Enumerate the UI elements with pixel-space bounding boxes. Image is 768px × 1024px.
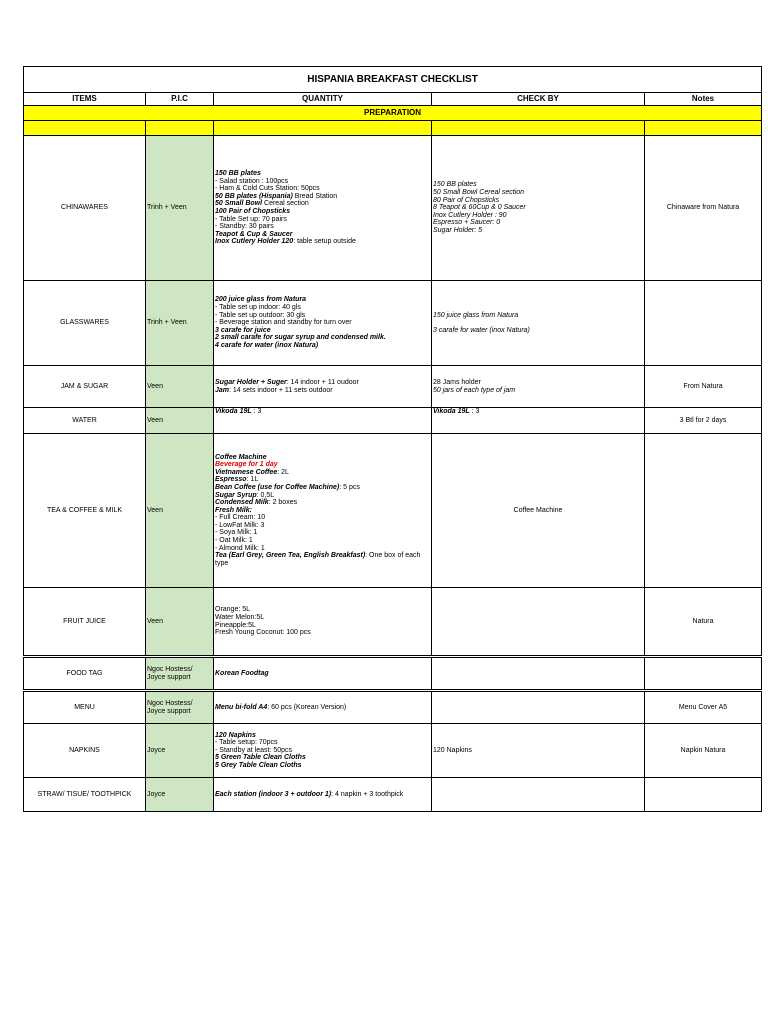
notes-cell: Menu Cover A5 <box>645 692 762 724</box>
notes-cell: Natura <box>645 588 762 656</box>
section-label: PREPARATION <box>24 106 762 121</box>
item-cell: STRAW/ TISUE/ TOOTHPICK <box>24 778 146 812</box>
pic-cell: Joyce <box>146 778 214 812</box>
item-cell: CHINAWARES <box>24 136 146 281</box>
item-cell: GLASSWARES <box>24 281 146 366</box>
quantity-cell: 120 Napkins - Table setup: 70pcs - Standby at least: 50pcs 5 Green Table Clean Cloths 5 Grey Table Clean Cloths <box>214 724 432 778</box>
notes-cell <box>645 281 762 366</box>
checklist-table <box>23 66 762 812</box>
quantity-cell: Orange: 5L Water Melon:5L Pineapple:5L Fresh Young Coconut: 100 pcs <box>214 588 432 656</box>
header-items: ITEMS <box>24 93 146 106</box>
row-jam-sugar <box>24 366 762 408</box>
row-food-tag <box>24 658 762 690</box>
notes-cell <box>645 658 762 690</box>
notes-cell <box>645 778 762 812</box>
item-cell: NAPKINS <box>24 724 146 778</box>
check-by-cell <box>432 588 645 656</box>
header-quantity: QUANTITY <box>214 93 432 106</box>
row-water <box>24 408 762 434</box>
quantity-cell: 200 juice glass from Natura - Table set up indoor: 40 gls - Table set up outdoor: 30 gls - Beverage station and standby for turn over 3 carafe for juice 2 small carafe for sugar syrup and condensed milk. 4 carafe for water (inox Natura) <box>214 281 432 366</box>
check-by-cell <box>432 658 645 690</box>
pic-cell: Veen <box>146 434 214 588</box>
checklist-sheet <box>23 66 761 812</box>
notes-cell: From Natura <box>645 366 762 408</box>
row-napkins <box>24 724 762 778</box>
section-row <box>24 106 762 121</box>
pic-cell: Ngoc Hostess/ Joyce support <box>146 658 214 690</box>
quantity-cell: Each station (indoor 3 + outdoor 1): 4 napkin + 3 toothpick <box>214 778 432 812</box>
row-menu <box>24 692 762 724</box>
item-cell: MENU <box>24 692 146 724</box>
check-by-cell: 120 Napkins <box>432 724 645 778</box>
check-by-cell: Vikoda 19L : 3 <box>432 408 645 434</box>
check-by-cell: 150 BB plates 50 Small Bowl Cereal section 80 Pair of Chopsticks 8 Teapot & 60Cup & 0 Saucer Inox Cutlery Holder : 90 Espresso + Saucer: 0 Sugar Holder: 5 <box>432 136 645 281</box>
notes-cell: Chinaware from Natura <box>645 136 762 281</box>
quantity-cell: Sugar Holder + Suger: 14 indoor + 11 oudoor Jam: 14 sets indoor + 11 sets outdoor <box>214 366 432 408</box>
pic-cell: Veen <box>146 366 214 408</box>
notes-cell: Napkin Natura <box>645 724 762 778</box>
item-cell: FRUIT JUICE <box>24 588 146 656</box>
item-cell: TEA & COFFEE & MILK <box>24 434 146 588</box>
row-glasswares <box>24 281 762 366</box>
quantity-cell: Vikoda 19L : 3 <box>214 408 432 434</box>
quantity-cell: Korean Foodtag <box>214 658 432 690</box>
quantity-cell: Coffee Machine Beverage for 1 day Vietnamese Coffee: 2L Espresso: 1L Bean Coffee (use for Coffee Machine): 5 pcs Sugar Syrup: 0,5L Condensed Milk: 2 boxes Fresh Milk: - Full Cream: 10 - LowFat Milk: 3 - Soya Milk: 1 - Oat Milk: 1 - Almond Milk: 1 Tea (Earl Grey, Green Tea, English Breakfast): One box of each type <box>214 434 432 588</box>
header-notes: Notes <box>645 93 762 106</box>
pic-cell: Trinh + Veen <box>146 136 214 281</box>
row-chinawares <box>24 136 762 281</box>
check-by-cell <box>432 778 645 812</box>
check-by-cell: 28 Jams holder 50 jars of each type of jam <box>432 366 645 408</box>
row-straw-tissue-toothpick <box>24 778 762 812</box>
row-fruit-juice <box>24 588 762 656</box>
header-pic: P.I.C <box>146 93 214 106</box>
header-check-by: CHECK BY <box>432 93 645 106</box>
check-by-cell: 150 juice glass from Natura 3 carafe for water (inox Natura) <box>432 281 645 366</box>
pic-cell: Joyce <box>146 724 214 778</box>
pic-cell: Trinh + Veen <box>146 281 214 366</box>
item-cell: WATER <box>24 408 146 434</box>
check-by-cell <box>432 692 645 724</box>
item-cell: FOOD TAG <box>24 658 146 690</box>
pic-cell: Veen <box>146 408 214 434</box>
sheet-title: HISPANIA BREAKFAST CHECKLIST <box>24 67 762 93</box>
notes-cell: 3 Btl for 2 days <box>645 408 762 434</box>
quantity-cell: Menu bi-fold A4: 60 pcs (Korean Version) <box>214 692 432 724</box>
row-tea-coffee-milk <box>24 434 762 588</box>
notes-cell <box>645 434 762 588</box>
pic-cell: Veen <box>146 588 214 656</box>
header-row <box>24 93 762 106</box>
item-cell: JAM & SUGAR <box>24 366 146 408</box>
pic-cell: Ngoc Hostess/ Joyce support <box>146 692 214 724</box>
blank-yellow-row <box>24 121 762 136</box>
quantity-cell: 150 BB plates - Salad station : 100pcs - Ham & Cold Cuts Station: 50pcs 50 BB plates (Hispania) Bread Station 50 Small Bowl Cereal section 100 Pair of Chopsticks - Table Set up: 70 pairs - Standby: 30 pairs Teapot & Cup & Saucer Inox Cutlery Holder 120: table setup outside <box>214 136 432 281</box>
check-by-cell: Coffee Machine <box>432 434 645 588</box>
